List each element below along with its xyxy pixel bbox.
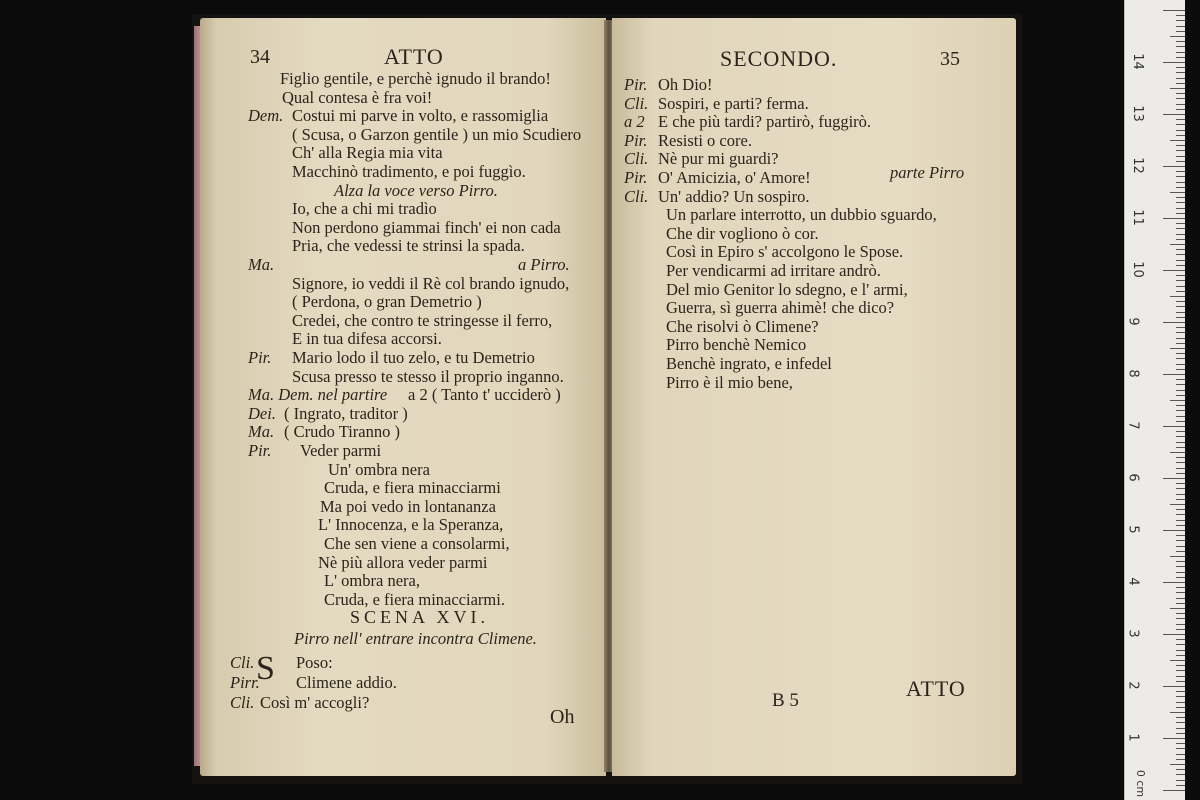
verse-line: E che più tardi? partirò, fuggirò. bbox=[658, 112, 872, 132]
ruler-tick bbox=[1176, 369, 1185, 370]
ruler-label: 4 bbox=[1125, 577, 1141, 586]
speaker-label: Dei. bbox=[248, 403, 276, 423]
ruler-tick bbox=[1163, 270, 1185, 271]
verse-line: a 2 ( Tanto t' ucciderò ) bbox=[408, 385, 561, 405]
ruler-tick bbox=[1176, 618, 1185, 619]
ruler-tick bbox=[1176, 67, 1185, 68]
ruler-tick bbox=[1176, 312, 1185, 313]
ruler-tick bbox=[1176, 665, 1185, 666]
ruler-tick bbox=[1176, 202, 1185, 203]
ruler-tick bbox=[1163, 634, 1185, 635]
ruler-tick bbox=[1170, 504, 1185, 505]
ruler-tick bbox=[1176, 52, 1185, 53]
ruler-tick bbox=[1176, 15, 1185, 16]
speaker-label: Ma. Dem. nel partire bbox=[248, 385, 388, 405]
ruler-tick bbox=[1176, 130, 1185, 131]
ruler-tick bbox=[1170, 244, 1185, 245]
verse-line: ( Ingrato, traditor ) bbox=[284, 403, 408, 423]
ruler-tick bbox=[1163, 322, 1185, 323]
ruler-tick bbox=[1176, 540, 1185, 541]
ruler-label: 9 bbox=[1125, 317, 1141, 326]
ruler-tick bbox=[1176, 124, 1185, 125]
ruler-tick bbox=[1176, 494, 1185, 495]
left-page bbox=[200, 18, 606, 776]
ruler-tick bbox=[1176, 676, 1185, 677]
ruler-tick bbox=[1176, 655, 1185, 656]
speaker-label: Cli. bbox=[230, 653, 255, 672]
ruler-tick bbox=[1176, 696, 1185, 697]
ruler-tick bbox=[1170, 712, 1185, 713]
ruler-tick bbox=[1163, 582, 1185, 583]
ruler-tick bbox=[1176, 317, 1185, 318]
speaker-label: Pir. bbox=[248, 441, 272, 460]
ruler-tick bbox=[1170, 88, 1185, 89]
ruler-tick bbox=[1176, 109, 1185, 110]
verse-line: Climene addio. bbox=[296, 673, 397, 692]
ruler-tick bbox=[1176, 416, 1185, 417]
ruler-label: 13 bbox=[1129, 105, 1145, 122]
ruler-tick bbox=[1176, 598, 1185, 599]
ruler-tick bbox=[1176, 483, 1185, 484]
ruler-tick bbox=[1170, 400, 1185, 401]
ruler-tick bbox=[1170, 296, 1185, 297]
ruler-tick bbox=[1176, 509, 1185, 510]
verse-line: Mario lodo il tuo zelo, e tu Demetrio bbox=[292, 348, 535, 367]
ruler-tick bbox=[1176, 161, 1185, 162]
ruler-tick bbox=[1176, 57, 1185, 58]
ruler-tick bbox=[1163, 166, 1185, 167]
verse-line: ( Crudo Tiranno ) bbox=[284, 422, 400, 442]
ruler-tick bbox=[1176, 286, 1185, 287]
ruler-tick bbox=[1176, 629, 1185, 630]
ruler-tick bbox=[1176, 301, 1185, 302]
ruler-tick bbox=[1176, 197, 1185, 198]
ruler-label: 6 bbox=[1125, 473, 1141, 482]
ruler-tick bbox=[1163, 62, 1185, 63]
scene-title: SCENA XVI. bbox=[350, 607, 490, 627]
ruler-tick bbox=[1170, 452, 1185, 453]
ruler-tick bbox=[1176, 182, 1185, 183]
ruler-tick bbox=[1176, 546, 1185, 547]
ruler-tick bbox=[1163, 790, 1185, 791]
speaker-label: Cli. bbox=[230, 693, 255, 712]
verse-line: Poso: bbox=[296, 653, 333, 672]
verse-line: Macchinò tradimento, e poi fuggìo. bbox=[292, 162, 526, 181]
ruler-tick bbox=[1176, 733, 1185, 734]
ruler-tick bbox=[1176, 338, 1185, 339]
ruler-tick bbox=[1176, 171, 1185, 172]
verse-line: O' Amicizia, o' Amore! bbox=[658, 168, 811, 187]
ruler-tick bbox=[1176, 332, 1185, 333]
ruler-tick bbox=[1176, 405, 1185, 406]
ruler-tick bbox=[1176, 306, 1185, 307]
ruler-tick bbox=[1176, 20, 1185, 21]
ruler-tick bbox=[1176, 639, 1185, 640]
ruler-tick bbox=[1176, 150, 1185, 151]
ruler-tick bbox=[1176, 577, 1185, 578]
ruler-tick bbox=[1176, 780, 1185, 781]
verse-line: Qual contesa è fra voi! bbox=[282, 87, 433, 107]
ruler-tick bbox=[1176, 26, 1185, 27]
ruler-tick bbox=[1170, 348, 1185, 349]
ruler-tick bbox=[1176, 468, 1185, 469]
ruler-label: 7 bbox=[1125, 421, 1141, 430]
ruler-tick bbox=[1176, 395, 1185, 396]
ruler-tick bbox=[1176, 514, 1185, 515]
ruler-tick bbox=[1176, 769, 1185, 770]
ruler-tick bbox=[1163, 478, 1185, 479]
ruler-tick bbox=[1176, 234, 1185, 235]
verse-line: Ma poi vedo in lontananza bbox=[320, 496, 496, 516]
verse-line: Alza la voce verso Pirro. bbox=[334, 180, 498, 200]
ruler-tick bbox=[1176, 208, 1185, 209]
ruler-tick bbox=[1176, 603, 1185, 604]
ruler-tick bbox=[1176, 239, 1185, 240]
verse-line: Resisti o core. bbox=[658, 130, 752, 150]
verse-line: Nè più allora veder parmi bbox=[318, 552, 488, 572]
page-number: 34 bbox=[250, 46, 270, 68]
ruler-tick bbox=[1176, 156, 1185, 157]
running-head: ATTO bbox=[384, 44, 444, 69]
ruler-tick bbox=[1176, 462, 1185, 463]
ruler-tick bbox=[1170, 608, 1185, 609]
speaker-label: Dem. bbox=[248, 106, 284, 126]
verse-line: Figlio gentile, e perchè ignudo il brando! bbox=[280, 69, 551, 88]
verse-line: Che risolvi ò Climene? bbox=[666, 316, 819, 336]
ruler-tick bbox=[1176, 327, 1185, 328]
ruler-tick bbox=[1176, 748, 1185, 749]
ruler-tick bbox=[1176, 98, 1185, 99]
verse-line: L' Innocenza, e la Speranza, bbox=[318, 515, 504, 535]
ruler-tick bbox=[1176, 566, 1185, 567]
ruler-tick bbox=[1176, 104, 1185, 105]
speaker-label: Pir. bbox=[624, 168, 648, 187]
speaker-label: Cli. bbox=[624, 93, 649, 113]
ruler-tick bbox=[1176, 187, 1185, 188]
ruler-tick bbox=[1170, 192, 1185, 193]
ruler-tick bbox=[1176, 119, 1185, 120]
ruler-label: 3 bbox=[1125, 629, 1141, 638]
ruler-tick bbox=[1176, 681, 1185, 682]
verse-line: Signore, io veddi il Rè col brando ignudo, bbox=[292, 273, 570, 293]
ruler-tick bbox=[1176, 624, 1185, 625]
verse-line: Sospiri, e parti? ferma. bbox=[658, 93, 809, 113]
ruler-tick bbox=[1176, 176, 1185, 177]
brace-initial: S bbox=[256, 650, 275, 687]
ruler-label: 11 bbox=[1129, 209, 1145, 226]
ruler-unit: 0 cm bbox=[1134, 769, 1148, 798]
ruler-tick bbox=[1176, 759, 1185, 760]
ruler-tick bbox=[1176, 488, 1185, 489]
verse-line: Un' addio? Un sospiro. bbox=[658, 186, 810, 206]
ruler-label: 10 bbox=[1129, 261, 1145, 278]
ruler-label: 8 bbox=[1125, 369, 1141, 378]
ruler-tick bbox=[1176, 93, 1185, 94]
ruler-tick bbox=[1170, 140, 1185, 141]
ruler-tick bbox=[1176, 587, 1185, 588]
right-page bbox=[612, 18, 1016, 776]
ruler-tick bbox=[1176, 353, 1185, 354]
ruler-tick bbox=[1176, 644, 1185, 645]
ruler-tick bbox=[1176, 280, 1185, 281]
ruler-tick bbox=[1176, 379, 1185, 380]
ruler-tick bbox=[1176, 613, 1185, 614]
ruler-tick bbox=[1176, 384, 1185, 385]
ruler-tick bbox=[1176, 145, 1185, 146]
verse-line: Così m' accogli? bbox=[260, 693, 370, 712]
ruler-tick bbox=[1176, 691, 1185, 692]
ruler-tick bbox=[1176, 702, 1185, 703]
stage-direction: parte Pirro bbox=[890, 163, 965, 182]
ruler-tick bbox=[1176, 785, 1185, 786]
verse-line: ( Scusa, o Garzon gentile ) un mio Scudiero bbox=[292, 124, 582, 144]
ruler-tick bbox=[1176, 473, 1185, 474]
ruler-tick bbox=[1176, 46, 1185, 47]
verse-line: Credei, che contro te stringesse il ferro, bbox=[292, 310, 553, 330]
ruler-label: 12 bbox=[1129, 157, 1145, 174]
ruler-tick bbox=[1163, 218, 1185, 219]
open-book bbox=[192, 14, 1022, 784]
ruler-tick bbox=[1170, 36, 1185, 37]
speaker-label: a 2 bbox=[624, 112, 645, 132]
ruler-tick bbox=[1176, 743, 1185, 744]
ruler-tick bbox=[1176, 525, 1185, 526]
verse-line: E in tua difesa accorsi. bbox=[292, 329, 442, 349]
ruler-tick bbox=[1176, 41, 1185, 42]
ruler-tick bbox=[1176, 717, 1185, 718]
ruler-tick bbox=[1176, 707, 1185, 708]
verse-line: Cruda, e fiera minacciarmi. bbox=[324, 589, 505, 609]
verse-line: a Pirro. bbox=[518, 255, 570, 274]
verse-line: Che dir vogliono ò cor. bbox=[666, 223, 819, 243]
ruler-tick bbox=[1176, 72, 1185, 73]
ruler-tick bbox=[1176, 228, 1185, 229]
ruler-tick bbox=[1176, 78, 1185, 79]
ruler-tick bbox=[1176, 431, 1185, 432]
ruler-tick bbox=[1176, 275, 1185, 276]
ruler-tick bbox=[1176, 592, 1185, 593]
signature-mark: B 5 bbox=[772, 690, 799, 711]
verse-line: Guerra, sì guerra ahimè! che dico? bbox=[666, 298, 895, 318]
speaker-label: Cli. bbox=[624, 149, 649, 169]
ruler-tick bbox=[1176, 551, 1185, 552]
verse-line: Un' ombra nera bbox=[328, 459, 430, 479]
verse-line: L' ombra nera, bbox=[324, 571, 420, 591]
catchword: ATTO bbox=[906, 676, 966, 701]
ruler-tick bbox=[1176, 520, 1185, 521]
ruler-tick bbox=[1176, 390, 1185, 391]
verse-line: Per vendicarmi ad irritare andrò. bbox=[666, 261, 881, 280]
ruler-tick bbox=[1170, 764, 1185, 765]
ruler-tick bbox=[1176, 135, 1185, 136]
ruler-tick bbox=[1176, 249, 1185, 250]
ruler-label: 5 bbox=[1125, 525, 1141, 534]
verse-line: Io, che a chi mi tradìo bbox=[292, 199, 437, 219]
ruler-tick bbox=[1176, 260, 1185, 261]
ruler-tick bbox=[1163, 426, 1185, 427]
ruler-tick bbox=[1176, 650, 1185, 651]
ruler-tick bbox=[1176, 223, 1185, 224]
speaker-label: Cli. bbox=[624, 186, 649, 206]
ruler-tick bbox=[1170, 556, 1185, 557]
ruler-tick bbox=[1163, 114, 1185, 115]
verse-line: Ch' alla Regia mia vita bbox=[292, 143, 443, 163]
verse-line: ( Perdona, o gran Demetrio ) bbox=[292, 292, 482, 312]
ruler-tick bbox=[1176, 291, 1185, 292]
ruler-tick bbox=[1176, 774, 1185, 775]
ruler-tick bbox=[1170, 660, 1185, 661]
catchword: Oh bbox=[550, 706, 575, 728]
speaker-label: Pir. bbox=[248, 348, 272, 367]
verse-line: Scusa presso te stesso il proprio inganno. bbox=[292, 366, 564, 386]
ruler-tick bbox=[1176, 83, 1185, 84]
ruler-tick bbox=[1176, 457, 1185, 458]
ruler-tick bbox=[1163, 374, 1185, 375]
ruler-tick bbox=[1176, 722, 1185, 723]
verse-line: Nè pur mi guardi? bbox=[658, 149, 779, 169]
ruler-tick bbox=[1176, 254, 1185, 255]
verse-line: Del mio Genitor lo sdegno, e l' armi, bbox=[666, 279, 908, 299]
ruler-label: 14 bbox=[1129, 53, 1145, 70]
verse-line: Pirro è il mio bene, bbox=[666, 372, 793, 392]
verse-line: Benchè ingrato, e infedel bbox=[666, 354, 832, 373]
ruler-label: 1 bbox=[1125, 733, 1141, 742]
ruler-tick bbox=[1176, 358, 1185, 359]
ruler-tick bbox=[1163, 10, 1185, 11]
speaker-label: Pir. bbox=[624, 75, 648, 94]
measurement-ruler bbox=[1124, 0, 1185, 800]
ruler-tick bbox=[1163, 686, 1185, 687]
ruler-tick bbox=[1176, 535, 1185, 536]
ruler-tick bbox=[1176, 213, 1185, 214]
speaker-label: Ma. bbox=[248, 422, 275, 442]
ruler-label: 2 bbox=[1125, 681, 1141, 690]
verse-line: Che sen viene a consolarmi, bbox=[324, 534, 510, 553]
speaker-label: Pir. bbox=[624, 130, 648, 150]
ruler-tick bbox=[1176, 410, 1185, 411]
ruler-tick bbox=[1176, 364, 1185, 365]
ruler-tick bbox=[1176, 436, 1185, 437]
ruler-tick bbox=[1163, 738, 1185, 739]
ruler-tick bbox=[1176, 728, 1185, 729]
ruler-tick bbox=[1176, 442, 1185, 443]
ruler-tick bbox=[1176, 572, 1185, 573]
verse-line: Veder parmi bbox=[300, 441, 382, 460]
speaker-label: Pirr. bbox=[230, 673, 260, 692]
ruler-tick bbox=[1176, 561, 1185, 562]
ruler-tick bbox=[1176, 499, 1185, 500]
ruler-tick bbox=[1176, 265, 1185, 266]
page-number: 35 bbox=[940, 48, 960, 70]
running-head: SECONDO. bbox=[720, 46, 838, 71]
verse-line: Pria, che vedessi te strinsi la spada. bbox=[292, 236, 525, 256]
verse-line: Un parlare interrotto, un dubbio sguardo, bbox=[666, 205, 937, 225]
speaker-label: Ma. bbox=[248, 255, 275, 274]
verse-line: Così in Epiro s' accolgono le Spose. bbox=[666, 242, 904, 262]
verse-line: Pirro benchè Nemico bbox=[666, 335, 807, 355]
verse-line: Costui mi parve in volto, e rassomiglia bbox=[292, 106, 549, 126]
ruler-tick bbox=[1176, 31, 1185, 32]
verse-line: Cruda, e fiera minacciarmi bbox=[324, 478, 501, 498]
ruler-tick bbox=[1176, 343, 1185, 344]
scene-direction: Pirro nell' entrare incontra Climene. bbox=[294, 629, 537, 648]
ruler-tick bbox=[1176, 447, 1185, 448]
ruler-tick bbox=[1176, 754, 1185, 755]
ruler-tick bbox=[1176, 421, 1185, 422]
ruler-tick bbox=[1176, 670, 1185, 671]
ruler-tick bbox=[1163, 530, 1185, 531]
verse-line: Oh Dio! bbox=[658, 75, 713, 94]
verse-line: Non perdono giammai finch' ei non cada bbox=[292, 217, 561, 237]
